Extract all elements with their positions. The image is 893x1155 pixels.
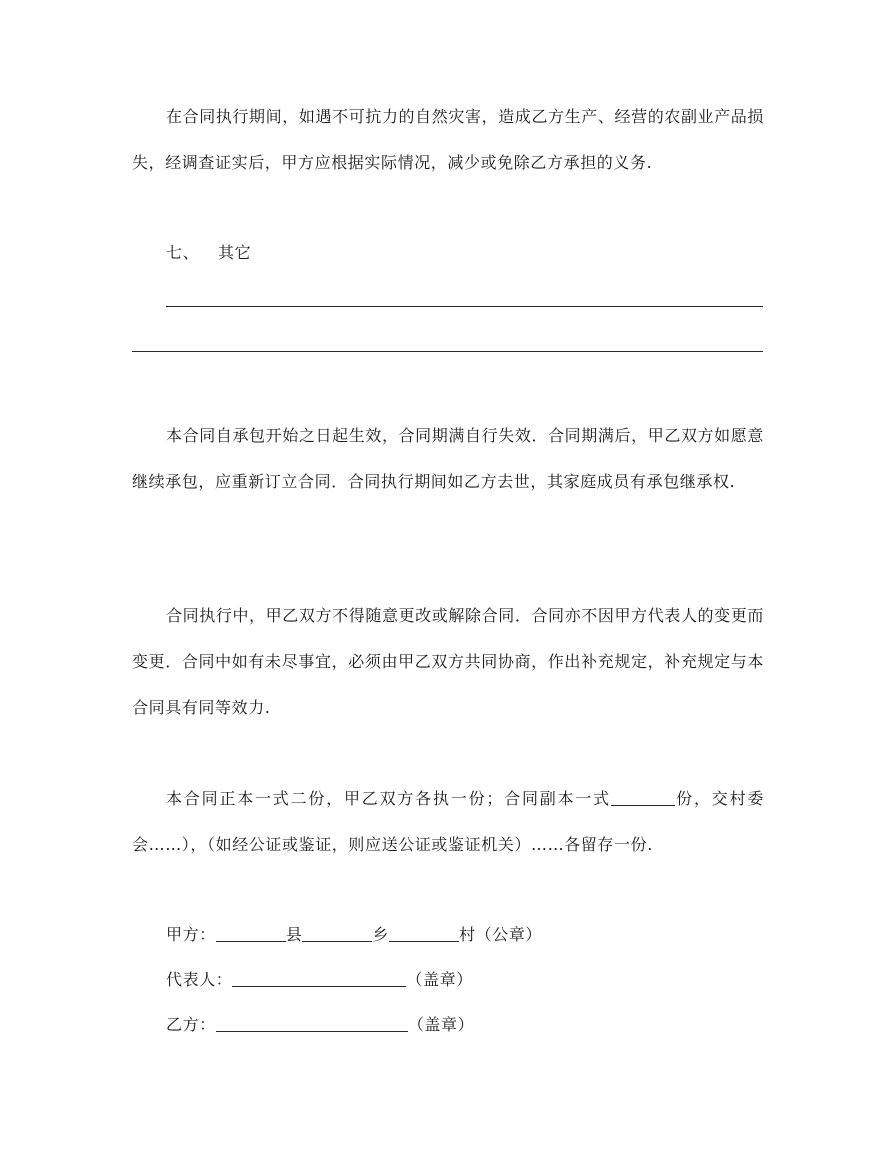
copies-text-part1: 本合同正本一式二份，甲乙双方各执一份；合同副本一式	[166, 789, 611, 808]
blank-line-1	[166, 306, 763, 307]
village-blank	[389, 923, 459, 942]
village-label: 村（公章）	[459, 925, 543, 944]
party-a-label: 甲方：	[166, 925, 216, 944]
representative-blank	[232, 968, 406, 987]
township-label: 乡	[372, 925, 390, 944]
signature-party-b	[166, 1010, 474, 1040]
party-b-seal: （盖章）	[407, 1015, 475, 1034]
copies-text-part2: 份，交村委会……），（如经公证或鉴证，则应送公证或鉴证机关）……各留存一份.	[132, 789, 764, 854]
signature-representative	[166, 965, 473, 995]
county-label: 县	[285, 925, 303, 944]
blank-line-2	[132, 351, 763, 352]
township-blank	[302, 923, 372, 942]
paragraph-effect: 本合同自承包开始之日起生效，合同期满自行失效．合同期满后，甲乙双方如愿意继续承包，应重新订立合同．合同执行期间如乙方去世，其家庭成员有承包继承权.	[132, 426, 764, 491]
signature-party-a	[166, 920, 542, 950]
paragraph-force-majeure: 在合同执行期间，如遇不可抗力的自然灾害，造成乙方生产、经营的农副业产品损失，经调查证实后，甲方应根据实际情况，减少或免除乙方承担的义务.	[132, 107, 764, 172]
copies-count-blank	[611, 789, 675, 806]
paragraph-change: 合同执行中，甲乙双方不得随意更改或解除合同．合同亦不因甲方代表人的变更而变更．合同中如有未尽事宜，必须由甲乙双方共同协商，作出补充规定，补充规定与本合同具有同等效力.	[132, 606, 764, 717]
section-title: 其它	[218, 243, 252, 262]
section-number: 七、	[166, 243, 200, 262]
paragraph-copies	[132, 776, 764, 868]
section-heading-other	[166, 236, 251, 270]
party-b-blank	[216, 1013, 408, 1032]
representative-seal: （盖章）	[406, 970, 473, 989]
representative-label: 代表人：	[166, 970, 233, 989]
party-b-label: 乙方：	[166, 1015, 216, 1034]
county-blank	[216, 923, 286, 942]
